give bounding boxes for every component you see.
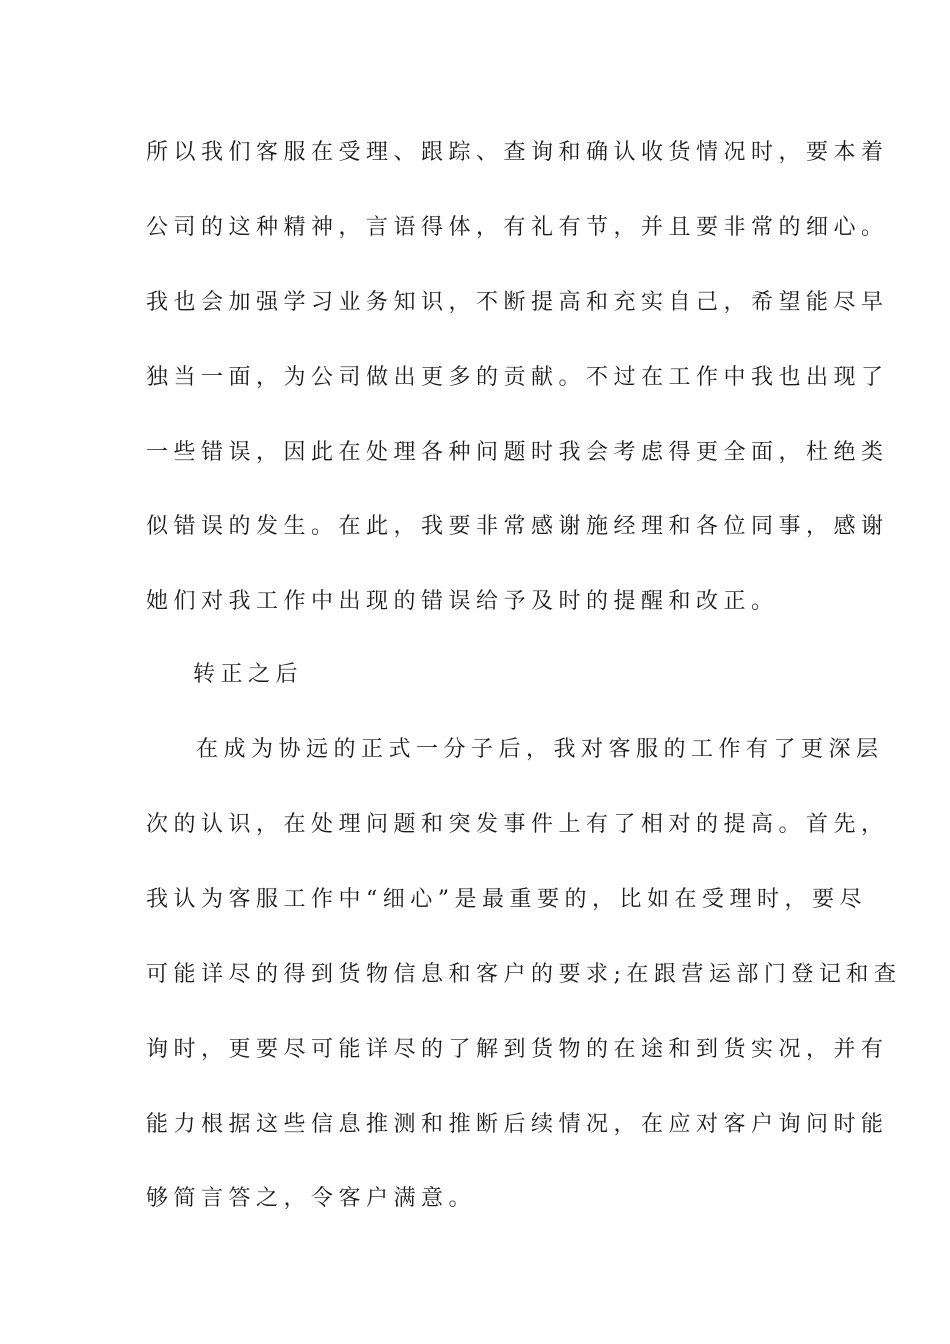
paragraph-line: 她们对我工作中出现的错误给予及时的提醒和改正。 [146, 589, 779, 614]
paragraph-line: 我也会加强学习业务知识，不断提高和充实自己，希望能尽早 [146, 290, 889, 315]
paragraph-line: 我认为客服工作中“细心”是最重要的，比如在受理时，要尽 [146, 887, 867, 912]
paragraph-line: 次的认识，在处理问题和突发事件上有了相对的提高。首先， [146, 812, 889, 837]
paragraph-line: 一些错误，因此在处理各种问题时我会考虑得更全面，杜绝类 [146, 440, 889, 465]
paragraph-line: 所以我们客服在受理、跟踪、查询和确认收货情况时，要本着 [146, 140, 889, 165]
paragraph-line: 在成为协远的正式一分子后，我对客服的工作有了更深层 [196, 737, 884, 762]
paragraph-line: 似错误的发生。在此，我要非常感谢施经理和各位同事，感谢 [146, 514, 889, 539]
paragraph-line: 可能详尽的得到货物信息和客户的要求;在跟营运部门登记和查 [146, 962, 902, 987]
paragraph-line: 独当一面，为公司做出更多的贡献。不过在工作中我也出现了 [146, 365, 889, 390]
paragraph-line: 询时，更要尽可能详尽的了解到货物的在途和到货实况，并有 [146, 1037, 889, 1062]
paragraph-line: 公司的这种精神，言语得体，有礼有节，并且要非常的细心。 [146, 215, 889, 240]
paragraph-line: 能力根据这些信息推测和推断后续情况，在应对客户询问时能 [146, 1112, 889, 1137]
section-heading: 转正之后 [193, 662, 304, 687]
paragraph-line: 够简言答之，令客户满意。 [146, 1186, 477, 1211]
